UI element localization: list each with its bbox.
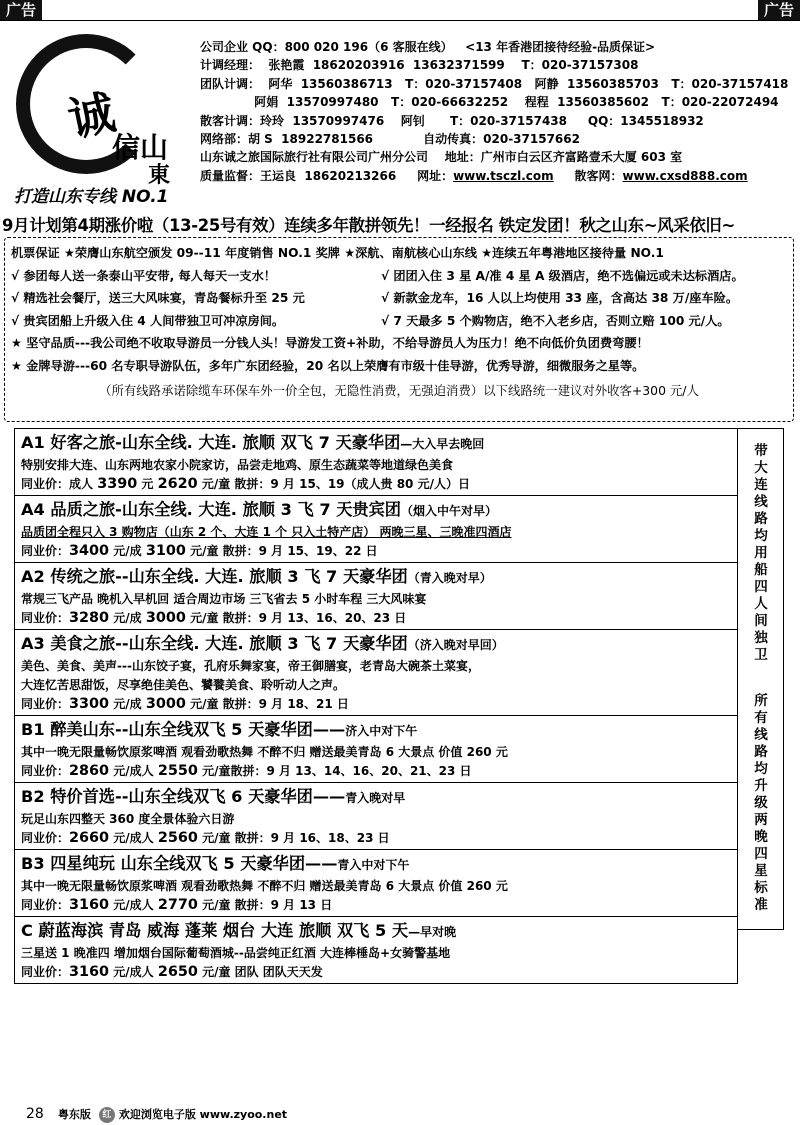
route-title-note: （青入晚对早） xyxy=(407,571,492,585)
route-title-note: 青入中对下午 xyxy=(337,858,410,872)
price-adult: 3280 xyxy=(69,610,110,626)
headline-banner: 9月计划第4期涨价啦（13-25号有效）连续多年散拼领先！一经报名 铁定发团！秋之山东~风采依旧~ xyxy=(2,216,735,235)
route-detail: 大连忆苦思甜饭，尽享绝佳美色、饕餮美食、聆听动人之声。 xyxy=(21,678,346,692)
price-child: 3000 xyxy=(145,696,186,712)
price-adult: 3160 xyxy=(69,897,110,913)
route-price: 同业价：2660 元/成人 2560 元/童 散拼：9 月 16、18、23 日 xyxy=(21,830,390,846)
contact-row: 计调经理： 张艳霞 18620203916 13632371599 T：020-37157308 xyxy=(200,58,639,73)
top-rule xyxy=(0,20,800,21)
contact-row: 阿娟 13570997480 T：020-66632252 程程 13560385602 T：020-22072494 xyxy=(200,95,779,110)
retail-label: 散客网： xyxy=(553,168,623,183)
feature-item: √ 团团入住 3 星 A/准 4 星 A 级酒店，绝不选偏远或未达标酒店。 xyxy=(381,268,744,283)
price-child: 2560 xyxy=(157,830,198,846)
page-footer xyxy=(26,1106,287,1123)
retail-website-link[interactable]: www.cxsd888.com xyxy=(622,168,748,183)
route-item xyxy=(15,563,737,630)
route-detail: 美色、美食、美声---山东饺子宴，孔府乐舞家宴，帝王御膳宴，老青岛大碗茶土菜宴， xyxy=(21,659,480,673)
feature-row: ★ 坚守品质---我公司绝不收取导游员一分钱人头！导游发工资+补助，不给导游员人为压力！绝不向低价负团费弯腰！ xyxy=(11,336,649,351)
route-title: A3 美食之旅--山东全线. 大连. 旅顺 3 飞 7 天豪华团（济入晚对早回） xyxy=(21,634,504,653)
route-title: B1 醉美山东--山东全线双飞 5 天豪华团——济入中对下午 xyxy=(21,720,418,739)
route-detail: 玩足山东四整天 360 度全景体验六日游 xyxy=(21,812,235,826)
feature-item: √ 参团每人送一条泰山平安带, 每人每天一支水！ xyxy=(11,268,276,283)
route-title: C 蔚蓝海滨 青岛 威海 蓬莱 烟台 大连 旅顺 双飞 5 天—早对晚 xyxy=(21,921,457,940)
route-price: 同业价：3160 元/成人 2770 元/童 散拼：9 月 13 日 xyxy=(21,897,333,913)
company-logo xyxy=(14,30,186,210)
red-badge-icon: 红 xyxy=(99,1107,115,1123)
price-adult: 3160 xyxy=(69,964,110,980)
price-adult: 2860 xyxy=(69,763,110,779)
page-number: 28 xyxy=(26,1106,44,1122)
route-price: 同业价：3160 元/成人 2650 元/童 团队 团队天天发 xyxy=(21,964,323,980)
route-detail: 特别安排大连、山东两地农家小院家访，品尝走地鸡、原生态蔬菜等地道绿色美食 xyxy=(21,458,454,472)
route-title: B2 特价首选--山东全线双飞 6 天豪华团——青入晚对早 xyxy=(21,787,406,806)
price-adult: 2660 xyxy=(69,830,110,846)
website-link[interactable]: www.tsczl.com xyxy=(453,168,554,183)
ad-tag-right: 广告 xyxy=(758,0,800,20)
side-note-hotel: 所 有 线 路 均 升 级 两 晚 四 星 标 准 xyxy=(754,693,768,913)
route-detail: 常规三飞产品 晚机入早机回 适合周边市场 三飞省去 5 小时车程 三大风味宴 xyxy=(21,592,427,606)
route-title: B3 四星纯玩 山东全线双飞 5 天豪华团——青入中对下午 xyxy=(21,854,410,873)
route-item xyxy=(15,850,737,917)
route-price: 同业价：3280 元/成 3000 元/童 散拼：9 月 13、16、20、23 日 xyxy=(21,610,407,626)
ad-tag-left: 广告 xyxy=(0,0,42,20)
route-title-note: —早对晚 xyxy=(408,925,457,939)
route-price: 同业价：3400 元/成 3100 元/童 散拼：9 月 15、19、22 日 xyxy=(21,543,378,559)
route-item xyxy=(15,783,737,850)
route-title: A4 品质之旅-山东全线. 大连. 旅顺 3 飞 7 天贵宾团（烟入中午对早） xyxy=(21,500,497,519)
price-child: 3100 xyxy=(145,543,186,559)
feature-item: √ 7 天最多 5 个购物店，绝不入老乡店，否则立赔 100 元/人。 xyxy=(381,313,730,328)
route-title-note: —大入早去晚回 xyxy=(400,437,485,451)
route-item xyxy=(15,496,737,563)
quality-label: 质量监督：王运良 18620213266 网址： xyxy=(200,168,454,183)
feature-item: √ 精选社会餐厅，送三大风味宴，青岛餐标升至 25 元 xyxy=(11,291,305,306)
contact-row: 团队计调： 阿华 13560386713 T：020-37157408 阿静 13560385703 T：020-37157418 xyxy=(200,76,789,91)
feature-item: √ 贵宾团船上升级入住 4 人间带独卫可冲凉房间。 xyxy=(11,313,285,328)
feature-row xyxy=(11,310,787,333)
logo-slogan: 打造山东专线 NO.1 xyxy=(14,187,169,207)
feature-row: 机票保证 ★荣膺山东航空颁发 09--11 年度销售 NO.1 奖牌 ★深航、南航核心山东线 ★连续五年粤港地区接待量 NO.1 xyxy=(11,246,664,260)
feature-row xyxy=(11,265,787,288)
feature-row xyxy=(11,287,787,310)
route-price: 同业价：3300 元/成 3000 元/童 散拼：9 月 18、21 日 xyxy=(21,696,349,712)
route-price: 同业价：成人 3390 元 2620 元/童 散拼：9 月 15、19（成人贵 80 元/人）日 xyxy=(21,476,470,492)
price-child: 2770 xyxy=(157,897,198,913)
route-price: 同业价：2860 元/成人 2550 元/童散拼：9 月 13、14、16、20、21、23 日 xyxy=(21,763,472,779)
contact-row-web xyxy=(200,167,796,185)
edition-label: 粤东版 xyxy=(57,1108,91,1121)
price-adult: 3400 xyxy=(69,543,110,559)
side-column xyxy=(738,428,784,930)
route-title-note: （烟入中午对早） xyxy=(400,504,497,518)
footer-slogan: 欢迎浏览电子版 www.zyoo.net xyxy=(118,1108,288,1121)
contact-row: 散客计调：玲玲 13570997476 阿钊 T：020-37157438 QQ：1345518932 xyxy=(200,113,704,128)
route-title: A1 好客之旅-山东全线. 大连. 旅顺 双飞 7 天豪华团—大入早去晚回 xyxy=(21,433,485,452)
route-detail: 其中一晚无限量畅饮原浆啤酒 观看劲歌热舞 不醉不归 赠送最美青岛 6 大景点 价值 260 元 xyxy=(21,879,508,893)
pricing-note: （所有线路承诺除缆车环保车外一价全包，无隐性消费，无强迫消费）以下线路统一建议对外收客+300 元/人 xyxy=(99,382,699,398)
route-title-note: （济入晚对早回） xyxy=(407,638,504,652)
logo-char-main: 诚 xyxy=(63,84,120,148)
contact-row: 公司企业 QQ：800 020 196（6 客服在线） <13 年香港团接待经验-品质保证> xyxy=(200,40,656,54)
contact-row: 山东诚之旅国际旅行社有限公司广州分公司 地址：广州市白云区齐富路壹禾大厦 603 室 xyxy=(200,150,683,165)
price-adult: 3300 xyxy=(69,696,110,712)
side-note-ship: 带 大 连 线 路 均 用 船 四 人 间 独 卫 xyxy=(754,443,768,663)
price-child: 2550 xyxy=(157,763,198,779)
feature-row: ★ 金牌导游---60 名专职导游队伍，多年广东团经验，20 名以上荣膺有市级十佳导游，优秀导游，细微服务之星等。 xyxy=(11,358,645,373)
features-box xyxy=(4,237,794,422)
price-child: 3000 xyxy=(145,610,186,626)
price-child: 2620 xyxy=(157,476,198,492)
route-item xyxy=(15,716,737,783)
route-title-note: 青入晚对早 xyxy=(345,791,406,805)
route-list xyxy=(14,428,738,984)
contact-row: 网络部：胡 S 18922781566 自动传真：020-37157662 xyxy=(200,131,580,146)
logo-char-2: 信山 xyxy=(112,131,169,164)
price-child: 2650 xyxy=(157,964,198,980)
route-detail: 其中一晚无限量畅饮原浆啤酒 观看劲歌热舞 不醉不归 赠送最美青岛 6 大景点 价值 260 元 xyxy=(21,745,508,759)
price-adult: 3390 xyxy=(97,476,138,492)
route-title-note: 济入中对下午 xyxy=(345,724,418,738)
route-item xyxy=(15,630,737,716)
contact-block xyxy=(200,38,796,185)
route-title: A2 传统之旅--山东全线. 大连. 旅顺 3 飞 7 天豪华团（青入晚对早） xyxy=(21,567,492,586)
route-item xyxy=(15,917,737,983)
route-item xyxy=(15,429,737,496)
logo-char-3: 東 xyxy=(148,162,171,188)
route-detail: 三星送 1 晚准四 增加烟台国际葡萄酒城--品尝纯正红酒 大连棒棰岛+女骑警基地 xyxy=(21,946,451,960)
feature-item: √ 新款金龙车，16 人以上均使用 33 座，含高达 38 万/座车险。 xyxy=(381,291,739,306)
route-detail: 品质团全程只入 3 购物店（山东 2 个、大连 1 个 只入土特产店） 两晚三星、三晚准四酒店 xyxy=(21,525,512,539)
